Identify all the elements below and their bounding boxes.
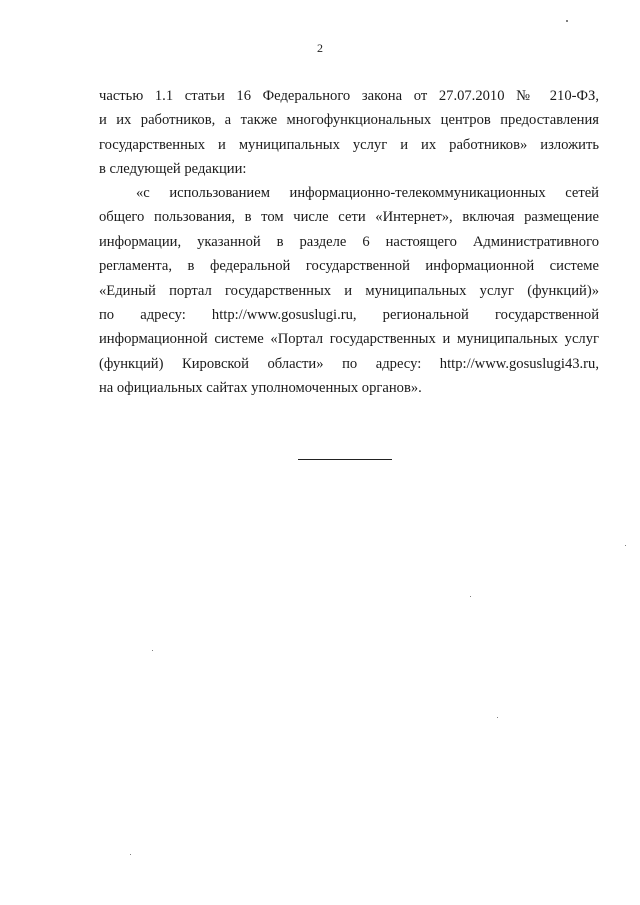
scan-speck [497, 717, 498, 718]
scan-speck [152, 650, 153, 651]
paragraph-line: государственных и муниципальных услуг и их работников» изложить [99, 136, 599, 153]
separator-line [298, 459, 392, 460]
paragraph-line: частью 1.1 статьи 16 Федерального закона от 27.07.2010 № 210-ФЗ, [99, 88, 599, 104]
paragraph-line: «Единый портал государственных и муниципальных услуг (функций)» [99, 282, 599, 299]
paragraph-line: информации, указанной в разделе 6 настоящего Административного [99, 233, 599, 250]
scan-speck [130, 854, 131, 855]
paragraph-line: информационной системе «Портал государственных и муниципальных услуг [99, 331, 599, 348]
page-number: 2 [317, 41, 323, 55]
paragraph-amendment-intro [99, 84, 599, 182]
paragraph-line: и их работников, а также многофункциональных центров предоставления [99, 112, 599, 129]
paragraph-line: общего пользования, в том числе сети «Интернет», включая размещение [99, 209, 599, 226]
scan-speck [470, 596, 471, 597]
scan-speck [625, 545, 626, 546]
paragraph-line: (функций) Кировской области» по адресу: http://www.gosuslugi43.ru, [99, 355, 599, 372]
paragraph-line: на официальных сайтах уполномоченных органов». [99, 380, 422, 397]
paragraph-line: в следующей редакции: [99, 161, 247, 178]
scan-speck [566, 20, 568, 22]
paragraph-new-wording [99, 181, 599, 401]
paragraph-line: «с использованием информационно-телекоммуникационных сетей [136, 185, 599, 201]
paragraph-line: по адресу: http://www.gosuslugi.ru, региональной государственной [99, 306, 599, 323]
paragraph-line: регламента, в федеральной государственной информационной системе [99, 258, 599, 275]
